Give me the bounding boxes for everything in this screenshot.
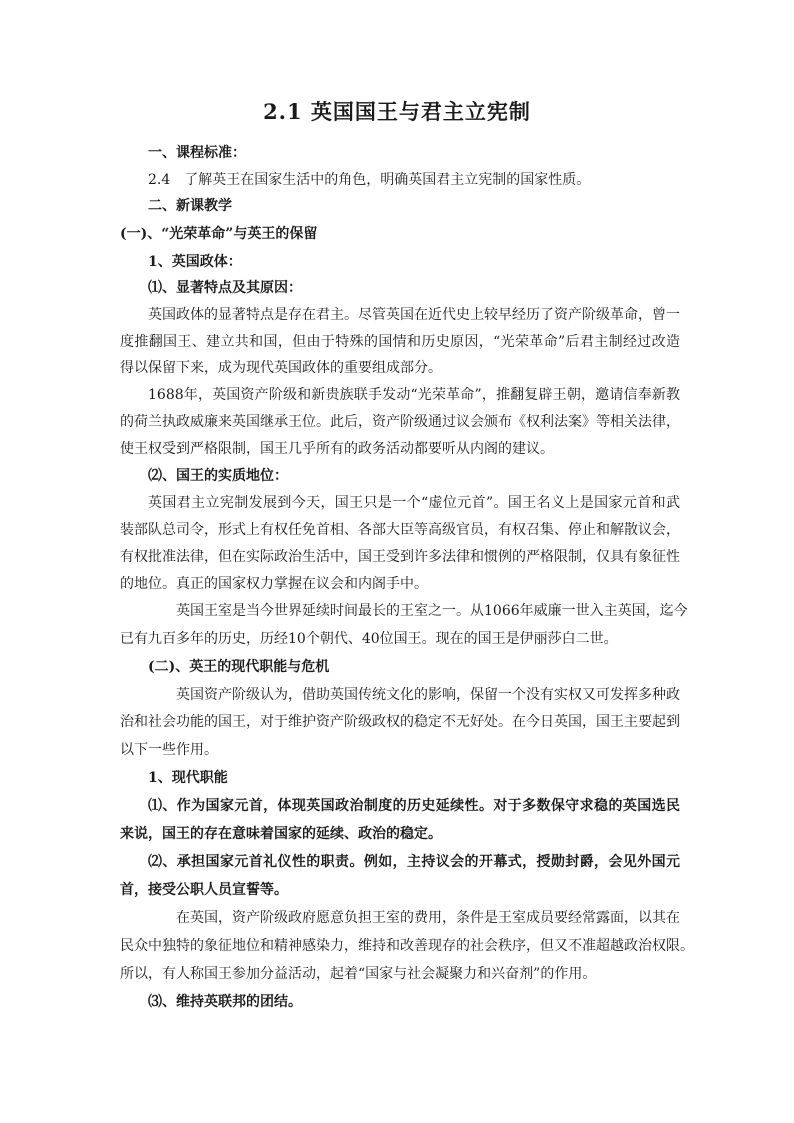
page-title: 2.1 英国国王与君主立宪制 (263, 99, 531, 124)
subsection-heading-modern-functions: (二)、英王的现代职能与危机 (148, 659, 330, 675)
paragraph-line: 的荷兰执政威廉来英国继承王位。此后，资产阶级通过议会颁布《权利法案》等相关法律， (120, 414, 680, 430)
paragraph-line: 已有九百多年的历史，历经10个朝代、40位国王。现在的国王是伊丽莎白二世。 (120, 631, 618, 647)
function-item-line: ⑴、作为国家元首，体现英国政治制度的历史延续性。对于多数保守求稳的英国选民 (148, 798, 680, 814)
paragraph-line: 英国政体的显著特点是存在君主。尽管英国在近代史上较早经历了资产阶级革命，曾一 (148, 307, 680, 323)
paragraph-line: 装部队总司令，形式上有权任免首相、各部大臣等高级官员，有权召集、停止和解散议会， (120, 522, 680, 538)
paragraph-line: 治和社会功能的国王，对于维护资产阶级政权的稳定不无好处。在今日英国，国王主要起到 (120, 714, 680, 730)
heading-british-polity: 1、英国政体： (148, 254, 242, 270)
paragraph-line: 在英国，资产阶级政府愿意负担王室的费用，条件是王室成员要经常露面，以其在 (176, 910, 680, 926)
paragraph-line: 的地位。真正的国家权力掌握在议会和内阁手中。 (120, 576, 428, 592)
paragraph-line: 英国君主立宪制发展到今天，国王只是一个“虚位元首”。国王名义上是国家元首和武 (148, 495, 680, 511)
course-standard-text: 2.4 了解英王在国家生活中的角色，明确英国君主立宪制的国家性质。 (148, 172, 591, 188)
function-item-line: ⑵、承担国家元首礼仪性的职责。例如，主持议会的开幕式，授勋封爵，会见外国元 (148, 854, 680, 870)
paragraph-line: 英国资产阶级认为，借助英国传统文化的影响，保留一个没有实权又可发挥多种政 (176, 687, 680, 703)
paragraph-line: 有权批准法律，但在实际政治生活中，国王受到许多法律和惯例的严格限制，仅具有象征性 (120, 549, 680, 565)
heading-modern-functions-list: 1、现代职能 (148, 770, 228, 786)
heading-notable-features: ⑴、显著特点及其原因： (148, 280, 302, 296)
subsection-heading-glorious-revolution: (一)、“光荣革命”与英王的保留 (120, 226, 318, 242)
paragraph-line: 以下一些作用。 (120, 742, 218, 758)
function-item-heading: ⑶、维持英联邦的团结。 (148, 994, 302, 1010)
paragraph-line: 英国王室是当今世界延续时间最长的王室之一。从1066年威廉一世入主英国，迄今 (176, 603, 688, 619)
function-item-line: 来说，国王的存在意味着国家的延续、政治的稳定。 (120, 826, 442, 842)
paragraph-line: 1688年，英国资产阶级和新贵族联手发动“光荣革命”，推翻复辟王朝，邀请信奉新教 (148, 387, 680, 403)
paragraph-line: 民众中独特的象征地位和精神感染力，维持和改善现存的社会秩序，但又不准超越政治权限。 (120, 938, 694, 954)
paragraph-line: 使王权受到严格限制，国王几乎所有的政务活动都要听从内阁的建议。 (120, 441, 554, 457)
function-item-line: 首，接受公职人员宣誓等。 (120, 882, 288, 898)
paragraph-line: 度推翻国王、建立共和国，但由于特殊的国情和历史原因，“光荣革命”后君主制经过改造 (120, 334, 680, 350)
section-heading-new-lesson: 二、新课教学 (148, 198, 232, 214)
paragraph-line: 所以，有人称国王参加分益活动，起着“国家与社会凝聚力和兴奋剂”的作用。 (120, 966, 597, 982)
heading-king-status: ⑵、国王的实质地位： (148, 468, 288, 484)
section-heading-course-standard: 一、课程标准： (148, 145, 246, 161)
paragraph-line: 得以保留下来，成为现代英国政体的重要组成部分。 (120, 360, 442, 376)
